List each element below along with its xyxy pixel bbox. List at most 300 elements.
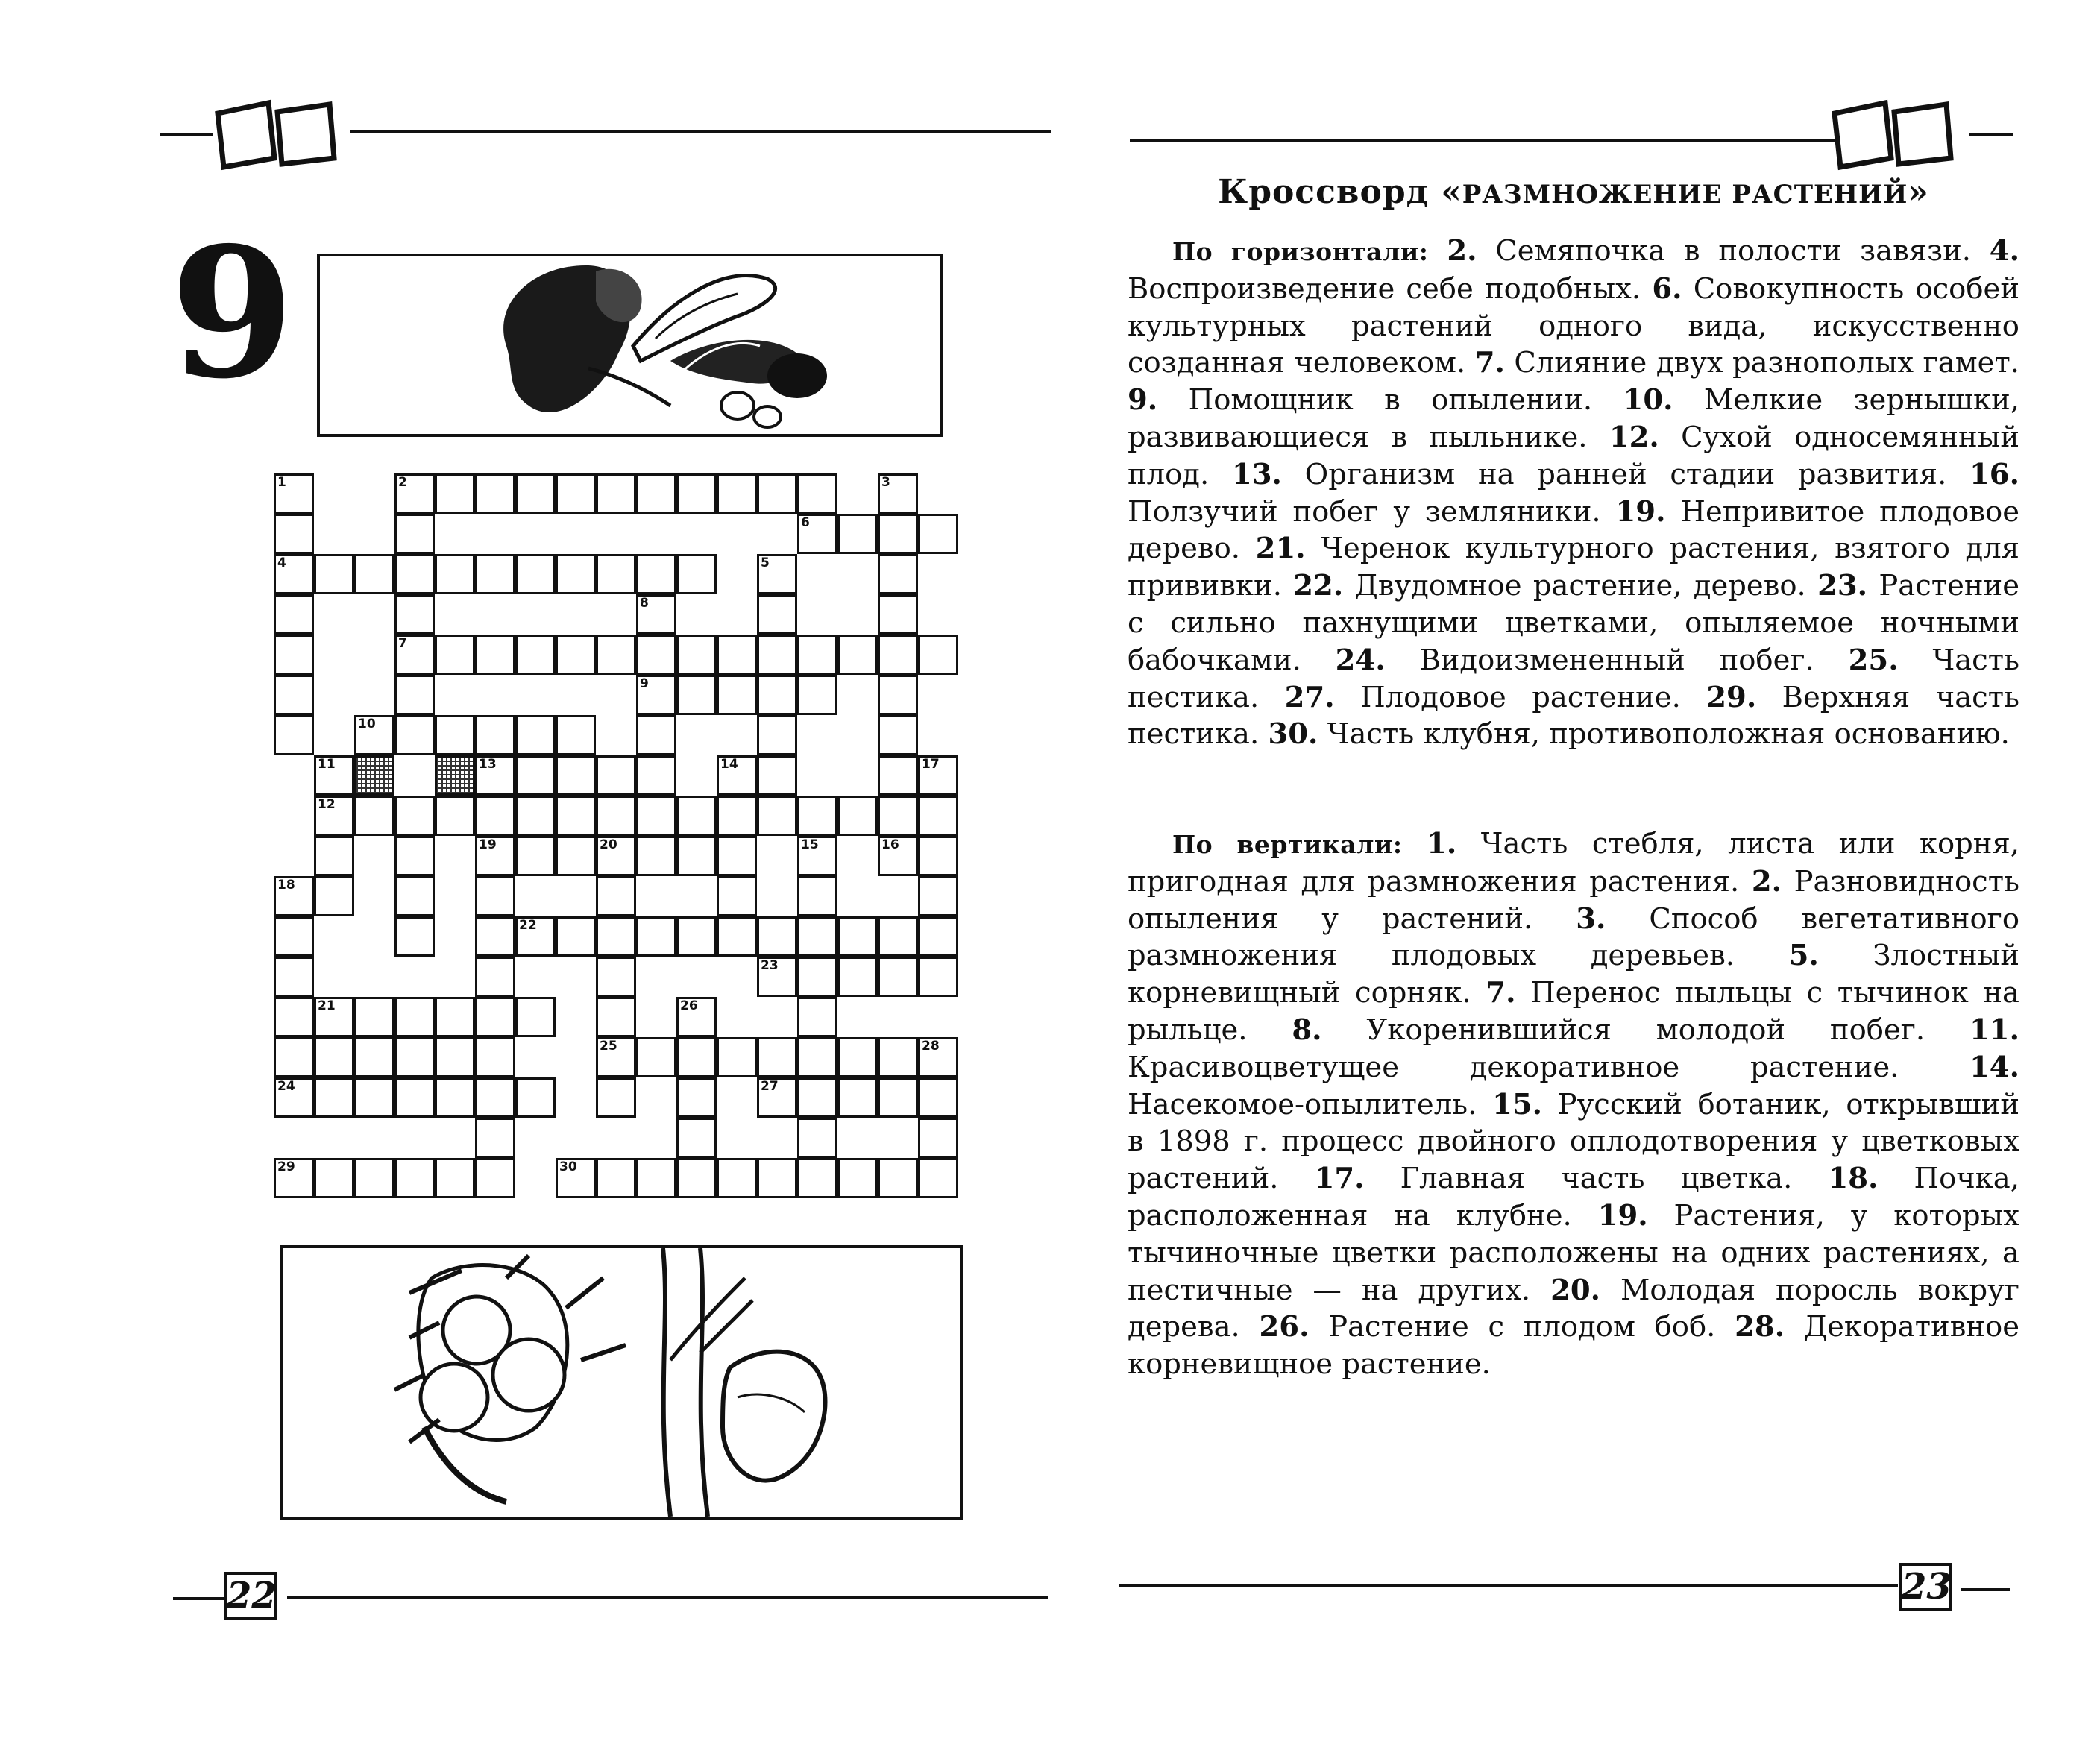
crossword-cell[interactable] (515, 916, 556, 957)
crossword-cell[interactable] (918, 1118, 958, 1158)
crossword-cell[interactable] (394, 876, 435, 916)
crossword-cell-number: 13 (479, 757, 497, 772)
crossword-cell[interactable] (354, 1077, 394, 1118)
crossword-cell-number: 20 (600, 837, 617, 852)
crossword-cell[interactable] (314, 1077, 354, 1118)
clue-number: 22. (1293, 569, 1344, 603)
crossword-cell[interactable] (837, 796, 878, 836)
bottom-rule-right (1119, 1584, 1898, 1587)
crossword-cell[interactable] (918, 514, 958, 554)
clue-text: Сухой односемянный плод. (1128, 420, 2019, 491)
crossword-cell[interactable] (274, 997, 314, 1037)
crossword-cell[interactable] (757, 473, 797, 514)
crossword-cell[interactable] (475, 1158, 515, 1198)
clue-text: Помощник в опылении. (1157, 383, 1623, 418)
crossword-cell[interactable] (878, 514, 918, 554)
clue-text: Красивоцветущее декоративное растение. (1128, 1050, 1970, 1084)
crossword-cell[interactable] (394, 554, 435, 594)
crossword-cell[interactable] (314, 997, 354, 1037)
crossword-cell[interactable] (596, 997, 636, 1037)
crossword-cell[interactable] (717, 1158, 757, 1198)
crossword-cell[interactable] (837, 1077, 878, 1118)
crossword-cell[interactable] (314, 876, 354, 916)
crossword-cell[interactable] (757, 554, 797, 594)
crossword-cell[interactable] (797, 836, 837, 876)
crossword-cell[interactable] (475, 1077, 515, 1118)
page-title (1126, 173, 2021, 211)
crossword-cell[interactable] (878, 594, 918, 635)
crossword-cell[interactable] (314, 796, 354, 836)
crossword-cell[interactable] (757, 755, 797, 796)
crossword-cell-number: 24 (277, 1079, 295, 1094)
crossword-cell[interactable] (676, 1158, 717, 1198)
crossword-cell[interactable] (757, 916, 797, 957)
crossword-cell-number: 25 (600, 1039, 617, 1054)
crossword-cell[interactable] (435, 1077, 475, 1118)
crossword-cell[interactable] (918, 836, 958, 876)
crossword-cell[interactable] (354, 1037, 394, 1077)
crossword-cell[interactable] (837, 1158, 878, 1198)
crossword-cell[interactable] (515, 997, 556, 1037)
title-suffix: » (1908, 173, 1929, 211)
crossword-cell[interactable] (274, 514, 314, 554)
crossword-cell[interactable] (274, 594, 314, 635)
crossword-cell-number: 15 (801, 837, 819, 852)
crossword-cell-number: 2 (398, 475, 407, 490)
bottom-rule-left (287, 1596, 1048, 1599)
crossword-cell[interactable] (676, 675, 717, 715)
clue-text: Слияние двух разнополых гамет. (1504, 346, 2019, 380)
crossword-cell[interactable] (274, 916, 314, 957)
crossword-cell[interactable] (556, 916, 596, 957)
crossword-cell[interactable] (354, 554, 394, 594)
crossword-cell[interactable] (394, 1037, 435, 1077)
clue-number: 30. (1268, 717, 1318, 752)
crossword-cell[interactable] (274, 876, 314, 916)
crossword-cell[interactable] (274, 957, 314, 997)
clue-number: 25. (1848, 643, 1899, 677)
crossword-cell[interactable] (475, 876, 515, 916)
clue-text: Насекомое-опылитель. (1128, 1087, 1493, 1121)
clue-number: 9. (1128, 383, 1158, 418)
crossword-cell[interactable] (797, 1118, 837, 1158)
crossword-cell[interactable] (757, 1037, 797, 1077)
clue-item (1260, 1310, 1735, 1344)
crossword-cell[interactable] (515, 796, 556, 836)
crossword-cell-number: 5 (761, 555, 770, 570)
crossword-cell[interactable] (435, 796, 475, 836)
crossword-cell-number: 26 (680, 998, 698, 1013)
crossword-cell[interactable] (274, 554, 314, 594)
crossword-cell[interactable] (636, 675, 676, 715)
crossword-cell[interactable] (797, 635, 837, 675)
crossword-cell[interactable] (676, 997, 717, 1037)
clue-number: 27. (1284, 680, 1335, 714)
clue-text: Мелкие зернышки, развивающиеся в пыльнике. (1128, 383, 2019, 454)
top-rule-left (350, 130, 1051, 133)
crossword-cell[interactable] (797, 675, 837, 715)
crossword-cell[interactable] (837, 514, 878, 554)
clue-text: Декоративное корневищное растение. (1128, 1310, 2020, 1382)
crossword-cell[interactable] (556, 715, 596, 755)
crossword-cell[interactable] (676, 1037, 717, 1077)
crossword-cell[interactable] (475, 554, 515, 594)
crossword-cell[interactable] (435, 635, 475, 675)
crossword-cell[interactable] (274, 473, 314, 514)
crossword-cell[interactable] (797, 916, 837, 957)
crossword-cell[interactable] (515, 473, 556, 514)
crossword-cell-number: 22 (519, 918, 537, 933)
crossword-cell[interactable] (757, 715, 797, 755)
clue-number: 3. (1576, 901, 1606, 936)
clue-item (1336, 643, 1849, 677)
crossword-cell[interactable] (757, 635, 797, 675)
top-rule-right (1130, 139, 1838, 142)
crossword-cell[interactable] (757, 957, 797, 997)
crossword-cell-number: 11 (318, 757, 336, 772)
clue-text: Воспроизведение себе подобных. (1128, 271, 1653, 306)
crossword-cell[interactable] (475, 916, 515, 957)
crossword-cell[interactable] (797, 514, 837, 554)
crossword-cell[interactable] (475, 997, 515, 1037)
crossword-cell[interactable] (837, 916, 878, 957)
clue-text: Главная часть цветка. (1364, 1162, 1829, 1196)
clue-number: 28. (1735, 1310, 1785, 1344)
clue-text: Часть пестика. (1128, 643, 2019, 714)
down-clues (1128, 825, 2019, 1383)
clue-item (1315, 1162, 1829, 1195)
crossword-cell[interactable] (354, 755, 394, 796)
crossword-cell-number: 21 (318, 998, 336, 1013)
crossword-cell[interactable] (918, 1077, 958, 1118)
crossword-cell[interactable] (596, 836, 636, 876)
crossword-cell[interactable] (314, 554, 354, 594)
crossword-cell[interactable] (394, 916, 435, 957)
crossword-cell-number: 8 (640, 596, 649, 611)
crossword-cell[interactable] (435, 554, 475, 594)
crossword-cell[interactable] (274, 635, 314, 675)
crossword-cell[interactable] (596, 916, 636, 957)
clue-number: 1. (1427, 827, 1457, 860)
crossword-cell[interactable] (556, 554, 596, 594)
crossword-cell[interactable] (636, 473, 676, 514)
crossword-cell[interactable] (636, 594, 676, 635)
clue-text: Укоренившийся молодой побег. (1321, 1013, 1969, 1047)
crossword-cell[interactable] (878, 473, 918, 514)
crossword-cell[interactable] (636, 796, 676, 836)
crossword-cell[interactable] (878, 1158, 918, 1198)
crossword-cell[interactable] (797, 1037, 837, 1077)
crossword-cell[interactable] (314, 1158, 354, 1198)
crossword-cell[interactable] (837, 1037, 878, 1077)
crossword-cell[interactable] (878, 796, 918, 836)
clue-text: Почка, расположенная на клубне. (1128, 1162, 2020, 1233)
crossword-cell[interactable] (636, 635, 676, 675)
crossword-cell[interactable] (797, 997, 837, 1037)
crossword-cell[interactable] (676, 554, 717, 594)
crossword-cell[interactable] (394, 1077, 435, 1118)
crossword-cell[interactable] (515, 715, 556, 755)
clue-number: 13. (1231, 457, 1282, 491)
crossword-cell[interactable] (475, 836, 515, 876)
clue-item (1447, 234, 1989, 268)
clue-number: 19. (1597, 1198, 1648, 1233)
crossword-cell[interactable] (918, 635, 958, 675)
crossword-cell[interactable] (636, 916, 676, 957)
title-prefix: Кроссворд « (1218, 173, 1462, 211)
crossword-cell[interactable] (515, 635, 556, 675)
crossword-cell[interactable] (717, 876, 757, 916)
crossword-cell[interactable] (475, 635, 515, 675)
clue-number: 12. (1609, 420, 1659, 454)
crossword-cell[interactable] (918, 876, 958, 916)
crossword-cell-number: 6 (801, 515, 810, 530)
illustration-hazelnut (280, 1245, 963, 1520)
crossword-cell[interactable] (837, 635, 878, 675)
clue-text: Верхняя часть пестика. (1128, 680, 2019, 752)
crossword-cell[interactable] (274, 675, 314, 715)
crossword-cell[interactable] (515, 755, 556, 796)
crossword-cell[interactable] (475, 715, 515, 755)
crossword-cell[interactable] (717, 635, 757, 675)
crossword-cell[interactable] (475, 1037, 515, 1077)
decorative-squares-left (210, 97, 359, 171)
clue-text: Черенок культурного растения, взятого для прививки. (1128, 532, 2019, 603)
clue-item (1292, 1013, 1969, 1047)
crossword-cell[interactable] (475, 796, 515, 836)
crossword-cell[interactable] (596, 796, 636, 836)
clue-text: Часть стебля, листа или корня, пригодная для размножения растения. (1128, 827, 2019, 898)
crossword-cell[interactable] (918, 1037, 958, 1077)
crossword-cell[interactable] (757, 675, 797, 715)
crossword-cell[interactable] (314, 836, 354, 876)
crossword-cell[interactable] (918, 796, 958, 836)
crossword-cell-number: 1 (277, 475, 286, 490)
crossword-cell[interactable] (475, 473, 515, 514)
crossword-cell[interactable] (556, 1158, 596, 1198)
crossword-cell[interactable] (636, 1037, 676, 1077)
crossword-cell[interactable] (274, 1077, 314, 1118)
crossword-cell-number: 16 (881, 837, 899, 852)
crossword-cell-number: 28 (922, 1039, 940, 1054)
crossword-cell[interactable] (596, 635, 636, 675)
crossword-cell[interactable] (676, 1118, 717, 1158)
clue-number: 23. (1817, 569, 1868, 603)
flower-bee-drawing (320, 256, 940, 434)
clue-number: 4. (1989, 234, 2019, 268)
crossword-cell[interactable] (394, 473, 435, 514)
crossword-cell[interactable] (878, 957, 918, 997)
hazelnut-drawing (283, 1248, 960, 1517)
crossword-cell[interactable] (717, 836, 757, 876)
crossword-cell[interactable] (918, 1158, 958, 1198)
crossword-cell[interactable] (918, 755, 958, 796)
crossword-cell[interactable] (676, 473, 717, 514)
crossword-cell[interactable] (717, 675, 757, 715)
clue-text: Растение с плодом боб. (1309, 1310, 1735, 1344)
crossword-cell[interactable] (797, 1077, 837, 1118)
crossword-cell[interactable] (717, 916, 757, 957)
clue-number: 20. (1550, 1273, 1601, 1307)
decorative-squares-right (1827, 97, 1976, 171)
crossword-cell[interactable] (274, 715, 314, 755)
crossword-cell[interactable] (878, 1077, 918, 1118)
crossword-cell[interactable] (636, 836, 676, 876)
crossword-cell[interactable] (918, 957, 958, 997)
crossword-cell-number: 18 (277, 878, 295, 893)
crossword-cell[interactable] (797, 1158, 837, 1198)
crossword-cell[interactable] (354, 997, 394, 1037)
crossword-cell[interactable] (797, 796, 837, 836)
crossword-cell[interactable] (354, 796, 394, 836)
crossword-cell[interactable] (394, 997, 435, 1037)
crossword-cell[interactable] (636, 755, 676, 796)
across-heading: По горизонтали: (1172, 237, 1429, 266)
crossword-cell[interactable] (676, 916, 717, 957)
crossword-cell-number: 7 (398, 636, 407, 651)
clue-number: 11. (1969, 1013, 2019, 1047)
crossword-cell[interactable] (596, 1158, 636, 1198)
crossword-cell[interactable] (435, 1037, 475, 1077)
crossword-cell[interactable] (636, 554, 676, 594)
crossword-cell[interactable] (717, 755, 757, 796)
crossword-cell[interactable] (515, 1077, 556, 1118)
clue-number: 7. (1474, 346, 1505, 380)
clue-number: 7. (1486, 976, 1516, 1010)
down-heading: По вертикали: (1172, 830, 1403, 859)
clue-number: 17. (1314, 1162, 1365, 1196)
crossword-cell[interactable] (878, 715, 918, 755)
crossword-cell[interactable] (475, 957, 515, 997)
crossword-cell[interactable] (475, 755, 515, 796)
clue-number: 2. (1751, 864, 1782, 898)
clue-text: Часть клубня, противоположная основанию. (1318, 717, 2010, 752)
crossword-cell[interactable] (596, 473, 636, 514)
crossword-cell[interactable] (717, 473, 757, 514)
crossword-cell[interactable] (435, 1158, 475, 1198)
crossword-cell-number: 27 (761, 1079, 779, 1094)
clue-text: Двудомное растение, дерево. (1343, 569, 1818, 603)
crossword-cell[interactable] (394, 594, 435, 635)
crossword-cell[interactable] (596, 554, 636, 594)
crossword-cell[interactable] (676, 796, 717, 836)
crossword-cell[interactable] (556, 635, 596, 675)
crossword-cell[interactable] (556, 473, 596, 514)
crossword-grid (274, 473, 960, 1201)
clue-text: Русский ботаник, открывший в 1898 г. процесс двойного оплодотворения у цветковых растений. (1128, 1087, 2019, 1196)
crossword-cell[interactable] (596, 876, 636, 916)
crossword-cell[interactable] (757, 594, 797, 635)
crossword-cell[interactable] (878, 836, 918, 876)
clue-number: 16. (1969, 457, 2019, 491)
clue-number: 26. (1259, 1310, 1310, 1344)
clue-number: 19. (1615, 494, 1666, 529)
crossword-cell[interactable] (274, 1037, 314, 1077)
crossword-cell[interactable] (596, 1077, 636, 1118)
crossword-cell[interactable] (878, 635, 918, 675)
crossword-cell[interactable] (878, 1037, 918, 1077)
crossword-cell[interactable] (394, 796, 435, 836)
clue-number: 15. (1492, 1087, 1543, 1121)
crossword-cell[interactable] (918, 916, 958, 957)
crossword-cell[interactable] (354, 1158, 394, 1198)
clue-text: Непривитое плодовое дерево. (1128, 494, 2019, 566)
crossword-cell-number: 10 (358, 717, 376, 731)
crossword-cell[interactable] (354, 715, 394, 755)
clue-text: Способ вегетативного размножения плодовых деревьев. (1128, 901, 2019, 973)
crossword-cell[interactable] (717, 796, 757, 836)
clue-number: 10. (1623, 383, 1673, 418)
crossword-cell[interactable] (515, 836, 556, 876)
clue-text: Плодовое растение. (1334, 680, 1707, 714)
crossword-cell[interactable] (394, 635, 435, 675)
crossword-cell-number: 9 (640, 676, 649, 691)
crossword-cell[interactable] (797, 876, 837, 916)
crossword-cell[interactable] (394, 675, 435, 715)
crossword-cell[interactable] (274, 1158, 314, 1198)
clue-item (1293, 569, 1817, 602)
bottom-rule-left-stub (173, 1597, 224, 1600)
crossword-cell[interactable] (636, 715, 676, 755)
illustration-flower-bee (317, 254, 943, 437)
crossword-cell[interactable] (837, 957, 878, 997)
clue-text: Растение с сильно пахнущими цветками, опыляемое ночными бабочками. (1128, 569, 2019, 677)
clue-text: Разновидность опыления у растений. (1128, 864, 2019, 936)
crossword-cell[interactable] (596, 755, 636, 796)
crossword-cell[interactable] (676, 635, 717, 675)
crossword-cell[interactable] (596, 957, 636, 997)
crossword-cell[interactable] (878, 675, 918, 715)
crossword-cell[interactable] (797, 957, 837, 997)
crossword-cell[interactable] (797, 473, 837, 514)
crossword-cell[interactable] (556, 796, 596, 836)
crossword-cell[interactable] (636, 1158, 676, 1198)
crossword-cell-number: 14 (720, 757, 738, 772)
crossword-cell[interactable] (878, 755, 918, 796)
crossword-cell[interactable] (475, 1118, 515, 1158)
crossword-cell[interactable] (757, 796, 797, 836)
crossword-cell[interactable] (394, 836, 435, 876)
crossword-cell[interactable] (394, 514, 435, 554)
clue-item (1128, 383, 1623, 417)
crossword-cell[interactable] (596, 1037, 636, 1077)
clue-text: Видоизмененный побег. (1385, 643, 1849, 677)
crossword-cell[interactable] (878, 916, 918, 957)
crossword-cell[interactable] (435, 755, 475, 796)
crossword-cell[interactable] (394, 715, 435, 755)
chapter-number: 9 (170, 208, 292, 418)
crossword-cell[interactable] (757, 1158, 797, 1198)
crossword-cell[interactable] (676, 836, 717, 876)
crossword-cell[interactable] (394, 1158, 435, 1198)
crossword-cell[interactable] (556, 755, 596, 796)
crossword-cell[interactable] (676, 1077, 717, 1118)
clue-text: Злостный корневищный сорняк. (1128, 939, 2019, 1010)
crossword-cell[interactable] (435, 473, 475, 514)
crossword-cell[interactable] (717, 1037, 757, 1077)
crossword-cell-number: 4 (277, 555, 286, 570)
crossword-cell[interactable] (757, 1077, 797, 1118)
crossword-cell[interactable] (435, 715, 475, 755)
clue-number: 24. (1335, 643, 1386, 677)
crossword-cell[interactable] (314, 755, 354, 796)
crossword-cell[interactable] (556, 836, 596, 876)
crossword-cell[interactable] (435, 997, 475, 1037)
crossword-cell[interactable] (878, 554, 918, 594)
crossword-cell[interactable] (515, 554, 556, 594)
clue-number: 5. (1788, 939, 1819, 973)
crossword-cell[interactable] (314, 1037, 354, 1077)
